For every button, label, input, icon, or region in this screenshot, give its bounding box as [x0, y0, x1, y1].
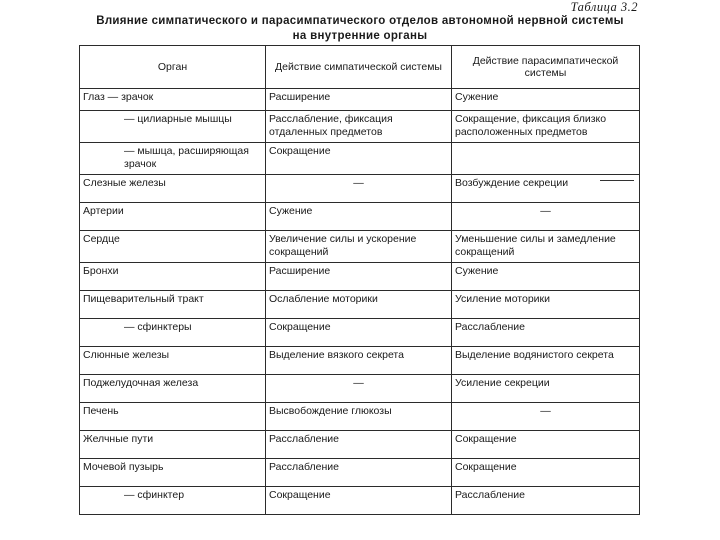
- cell-organ: Пищеварительный тракт: [80, 291, 266, 319]
- table-row: [80, 347, 640, 375]
- cell-sympathetic: Расширение: [266, 89, 452, 111]
- cell-parasympathetic: Сокращение: [452, 431, 640, 459]
- table-row: [80, 403, 640, 431]
- cell-parasympathetic: Уменьшение силы и замедление сокращений: [452, 231, 640, 263]
- cell-organ: Слюнные железы: [80, 347, 266, 375]
- cell-organ: Сердце: [80, 231, 266, 263]
- table-row: [80, 459, 640, 487]
- cell-parasympathetic: Возбуждение секреции: [452, 175, 640, 203]
- cell-parasympathetic: Расслабление: [452, 487, 640, 515]
- header-parasympathetic: Действие парасимпатической системы: [452, 46, 640, 89]
- cell-organ: Поджелудочная железа: [80, 375, 266, 403]
- table-row: [80, 431, 640, 459]
- cell-sympathetic: Сокращение: [266, 487, 452, 515]
- scan-artifact-line: [600, 180, 634, 181]
- table-header-row: [80, 46, 640, 89]
- cell-organ: Слезные железы: [80, 175, 266, 203]
- cell-parasympathetic: Сужение: [452, 89, 640, 111]
- cell-parasympathetic: Усиление моторики: [452, 291, 640, 319]
- cell-sympathetic: Сужение: [266, 203, 452, 231]
- cell-organ: Мочевой пузырь: [80, 459, 266, 487]
- cell-sympathetic: Расширение: [266, 263, 452, 291]
- table-row: [80, 231, 640, 263]
- table-row: [80, 319, 640, 347]
- table-title-line-2: на внутренние органы: [292, 30, 428, 42]
- table-row: [80, 89, 640, 111]
- table-row: [80, 175, 640, 203]
- cell-sympathetic: Ослабление моторики: [266, 291, 452, 319]
- cell-sympathetic: Расслабление: [266, 459, 452, 487]
- cell-sympathetic: Расслабление, фиксация отдаленных предметов: [266, 111, 452, 143]
- cell-parasympathetic: Выделение водянистого секрета: [452, 347, 640, 375]
- table-number-label: Таблица 3.2: [570, 0, 638, 14]
- cell-parasympathetic: —: [452, 403, 640, 431]
- cell-organ: — мышца, расширяющая зрачок: [80, 143, 266, 175]
- table-row: [80, 143, 640, 175]
- cell-sympathetic: Увеличение силы и ускорение сокращений: [266, 231, 452, 263]
- cell-organ: — цилиарные мышцы: [80, 111, 266, 143]
- cell-parasympathetic: Расслабление: [452, 319, 640, 347]
- cell-organ: Печень: [80, 403, 266, 431]
- table-title-line-1: Влияние симпатического и парасимпатического отделов автономной нервной системы: [96, 15, 624, 27]
- cell-organ: Артерии: [80, 203, 266, 231]
- cell-organ: Глаз — зрачок: [80, 89, 266, 111]
- table-row: [80, 375, 640, 403]
- cell-sympathetic: Расслабление: [266, 431, 452, 459]
- cell-parasympathetic: —: [452, 203, 640, 231]
- cell-sympathetic: —: [266, 175, 452, 203]
- table-row: [80, 263, 640, 291]
- header-organ: Орган: [80, 46, 266, 89]
- cell-parasympathetic: Сокращение: [452, 459, 640, 487]
- cell-organ: Бронхи: [80, 263, 266, 291]
- cell-sympathetic: Выделение вязкого секрета: [266, 347, 452, 375]
- header-sympathetic: Действие симпатической системы: [266, 46, 452, 89]
- cell-parasympathetic: Усиление секреции: [452, 375, 640, 403]
- cell-parasympathetic: Сужение: [452, 263, 640, 291]
- table-row: [80, 487, 640, 515]
- cell-organ: — сфинктер: [80, 487, 266, 515]
- autonomic-effects-table: [79, 45, 640, 515]
- cell-sympathetic: Сокращение: [266, 319, 452, 347]
- cell-sympathetic: —: [266, 375, 452, 403]
- cell-organ: Желчные пути: [80, 431, 266, 459]
- table-row: [80, 203, 640, 231]
- cell-sympathetic: Сокращение: [266, 143, 452, 175]
- cell-sympathetic: Высвобождение глюкозы: [266, 403, 452, 431]
- table-body: [80, 89, 640, 515]
- cell-parasympathetic: Сокращение, фиксация близко расположенных предметов: [452, 111, 640, 143]
- table-row: [80, 111, 640, 143]
- cell-organ: — сфинктеры: [80, 319, 266, 347]
- cell-parasympathetic: [452, 143, 640, 175]
- table-title: [60, 14, 660, 44]
- table-row: [80, 291, 640, 319]
